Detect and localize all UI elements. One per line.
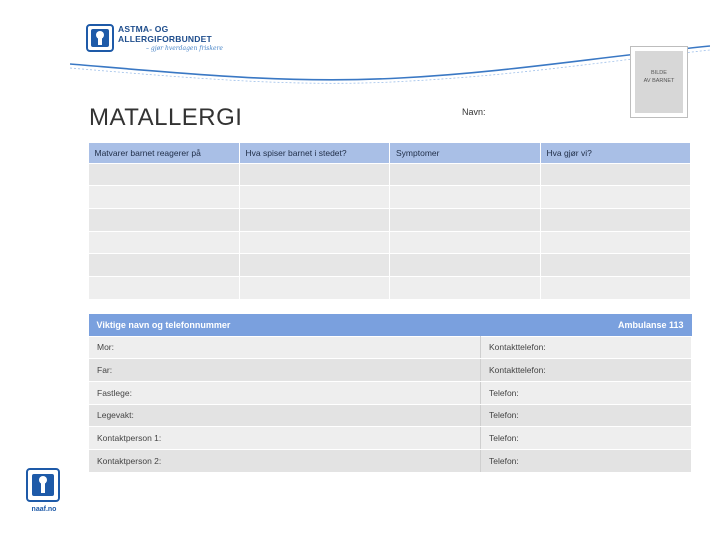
table-cell[interactable] — [239, 276, 390, 299]
food-table-header-row — [89, 143, 691, 163]
table-cell[interactable] — [390, 231, 541, 254]
table-row — [89, 404, 692, 427]
col-header-actions: Hva gjør vi? — [540, 143, 691, 163]
table-cell[interactable] — [89, 208, 240, 231]
table-row — [89, 449, 692, 472]
ambulance-number: Ambulanse 113 — [481, 314, 692, 336]
table-cell[interactable] — [89, 254, 240, 277]
name-field-label[interactable]: Navn: — [462, 107, 486, 117]
table-cell[interactable] — [540, 254, 691, 277]
table-row — [89, 186, 691, 209]
table-cell[interactable] — [390, 254, 541, 277]
footer-site: naaf.no — [31, 506, 57, 513]
table-cell[interactable] — [540, 208, 691, 231]
table-row — [89, 231, 691, 254]
table-row — [89, 208, 691, 231]
wave-decoration — [70, 40, 710, 90]
table-cell[interactable] — [390, 186, 541, 209]
contact-name-field[interactable]: Fastlege: — [89, 381, 481, 404]
col-header-substitute: Hva spiser barnet i stedet? — [239, 143, 390, 163]
col-header-foods: Matvarer barnet reagerer på — [89, 143, 240, 163]
table-cell[interactable] — [239, 163, 390, 186]
table-cell[interactable] — [89, 231, 240, 254]
contact-phone-field[interactable]: Telefon: — [481, 381, 692, 404]
child-photo-placeholder[interactable] — [630, 46, 688, 118]
logo-name-line2: ALLERGIFORBUNDET — [118, 34, 212, 44]
contacts-table — [88, 314, 692, 473]
logo-name-line1: ASTMA- OG — [118, 24, 169, 34]
contact-name-field[interactable]: Mor: — [89, 336, 481, 359]
table-row — [89, 163, 691, 186]
photo-placeholder-label: BILDE AV BARNET — [643, 70, 675, 84]
contact-phone-field[interactable]: Kontakttelefon: — [481, 336, 692, 359]
table-row — [89, 381, 692, 404]
contacts-header-title: Viktige navn og telefonnummer — [89, 314, 481, 336]
table-cell[interactable] — [89, 276, 240, 299]
table-cell[interactable] — [390, 276, 541, 299]
table-row — [89, 336, 692, 359]
table-cell[interactable] — [239, 231, 390, 254]
table-row — [89, 359, 692, 382]
contacts-header-row — [89, 314, 692, 336]
footer-logo-icon — [26, 468, 60, 502]
logo-tagline: – gjør hverdagen friskere — [146, 45, 223, 52]
table-row — [89, 254, 691, 277]
table-row — [89, 276, 691, 299]
table-cell[interactable] — [540, 163, 691, 186]
table-cell[interactable] — [540, 186, 691, 209]
table-cell[interactable] — [239, 186, 390, 209]
table-row — [89, 427, 692, 450]
table-cell[interactable] — [89, 163, 240, 186]
page-title: MATALLERGI — [89, 104, 243, 131]
contact-name-field[interactable]: Far: — [89, 359, 481, 382]
table-cell[interactable] — [239, 208, 390, 231]
footer-logo — [26, 468, 62, 518]
contact-phone-field[interactable]: Telefon: — [481, 427, 692, 450]
col-header-symptoms: Symptomer — [390, 143, 541, 163]
table-cell[interactable] — [540, 231, 691, 254]
table-cell[interactable] — [89, 186, 240, 209]
contact-name-field[interactable]: Legevakt: — [89, 404, 481, 427]
contact-phone-field[interactable]: Kontakttelefon: — [481, 359, 692, 382]
table-cell[interactable] — [239, 254, 390, 277]
contact-name-field[interactable]: Kontaktperson 1: — [89, 427, 481, 450]
table-cell[interactable] — [390, 163, 541, 186]
contact-name-field[interactable]: Kontaktperson 2: — [89, 449, 481, 472]
table-cell[interactable] — [390, 208, 541, 231]
food-allergy-table — [88, 143, 691, 300]
contact-phone-field[interactable]: Telefon: — [481, 449, 692, 472]
table-cell[interactable] — [540, 276, 691, 299]
contact-phone-field[interactable]: Telefon: — [481, 404, 692, 427]
